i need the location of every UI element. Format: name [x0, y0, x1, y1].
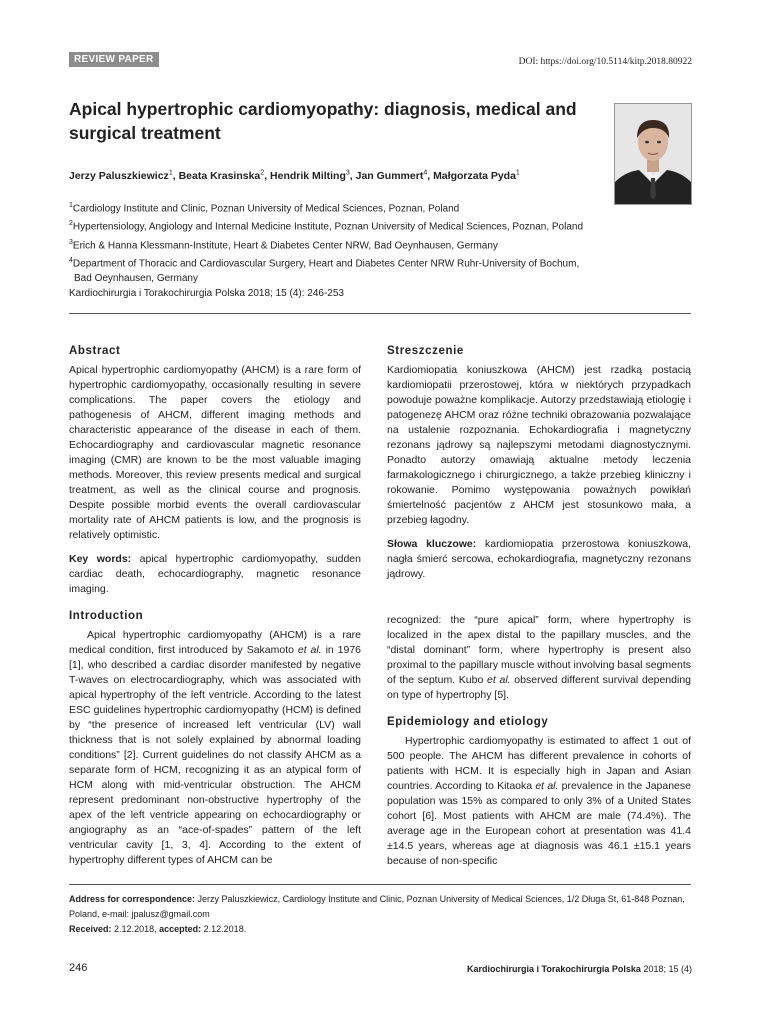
page-number: 246: [69, 962, 88, 974]
article-title: Apical hypertrophic cardiomyopathy: diagnosis, medical and surgical treatment: [69, 99, 577, 143]
author-portrait-image: [615, 104, 691, 204]
epidemiology-heading: Epidemiology and etiology: [387, 716, 549, 728]
header-divider: [69, 313, 691, 314]
journal-reference: Kardiochirurgia i Torakochirurgia Polska 2018; 15 (4): 246-253: [69, 288, 344, 299]
affiliation-list: [69, 198, 689, 286]
abstract-keywords: Key words: apical hypertrophic cardiomyopathy, sudden cardiac death, echocardiography, magnetic resonance imaging.: [69, 553, 361, 595]
streszczenie-text: Kardiomiopatia koniuszkowa (AHCM) jest rzadką postacią kardiomiopatii przerostowej, która w niektórych przypadkach powoduje poważne komplikacje. Autorzy przedstawiają etiologię i patogenezę AHCM oraz różne techniki obrazowania pozwalające na ustalenie rozpoznania. Echokardiografia i magnetyczny rezonans jądrowy są najlepszymi metodami diagnostycznymi. Ponadto autorzy omawiają aktualne metody leczenia farmakologicznego i chirurgicznego, a także przebieg kliniczny i rokowanie. Pomimo występowania poważnych powikłań śmiertelność pacjentów z AHCM jest stosunkowo mała, a przebieg łagodny.: [387, 364, 691, 526]
correspondence-address: Address for correspondence: Jerzy Paluszkiewicz, Cardiology Institute and Clinic, Poznan University of Medical Sciences, 1/2 Długa St, 61-848 Poznan, Poland, e-mail: jpalusz@gmail.com: [69, 894, 685, 919]
journal-footer: Kardiochirurgia i Torakochirurgia Polska 2018; 15 (4): [467, 964, 692, 974]
abstract-text: Apical hypertrophic cardiomyopathy (AHCM) is a rare form of hypertrophic cardiomyopathy, occasionally resulting in severe complications. The paper covers the etiology and pathogenesis of AHCM, different imaging methods and characteristic appearance of the disease in each of them. Echocardiography and cardiovascular magnetic resonance imaging (CMR) are known to be the most valuable imaging methods. Moreover, this review presents medical and surgical treatment, as well as the clinical course and prognosis. Despite possible morbid events the overall cardiovascular mortality rate of AHCM patients is low, and the prognosis is relatively optimistic.: [69, 364, 361, 541]
streszczenie-heading: Streszczenie: [387, 345, 464, 357]
affiliation-item: $^2$Hypertensiology, Angiology and Internal Medicine Institute, Poznan University of Medical Sciences, Poznan, Poland: [69, 220, 584, 233]
right-column: [387, 613, 691, 869]
doi-link[interactable]: DOI: https://doi.org/10.5114/kitp.2018.80922: [518, 57, 692, 67]
received-accepted-dates: Received: 2.12.2018, accepted: 2.12.2018.: [69, 924, 247, 934]
author: Małgorzata Pyda$^1$: [433, 169, 520, 182]
author: Jerzy Paluszkiewicz$^1$,: [69, 169, 179, 182]
introduction-paragraph: Apical hypertrophic cardiomyopathy (AHCM) is a rare medical condition, first introduced by Sakamoto et al. in 1976 [1], who described a cardiac disorder manifested by negative T-waves on electrocardiography, which was associated with apical hypertrophy of the left ventricle. According to the latest ESC guidelines hypertrophic cardiomyopathy (HCM) is defined by “the presence of increased left ventricular (LV) wall thickness that is not solely explained by abnormal loading conditions” [2]. Current guidelines do not classify AHCM as a separate form of HCM, recognizing it as an atypical form of HCM along with mid-ventricular obstruction. The AHCM represent predominant non-obstructive hypertrophy of the apex of the left ventricle appearing on echocardiography or angiography as an “ace-of-spades” pattern of the left ventricular cavity [1, 3, 4]. According to the extent of hypertrophy different types of AHCM can be: [69, 629, 362, 866]
streszczenie-keywords: Słowa kluczowe: kardiomiopatia przerostowa koniuszkowa, nagła śmierć sercowa, echokardiografia, magnetyczny rezonans jądrowy.: [387, 538, 692, 580]
footer-divider: [69, 884, 691, 885]
author-photo: [614, 103, 692, 205]
streszczenie-section: [387, 344, 691, 582]
introduction-heading: Introduction: [69, 610, 144, 622]
affiliation-item: $^4$Department of Thoracic and Cardiovascular Surgery, Heart and Diabetes Center NRW Ruhr-University of Bochum,: [69, 256, 580, 270]
affiliation-item: Bad Oeynhausen, Germany: [74, 273, 198, 285]
abstract-heading: Abstract: [69, 345, 121, 357]
affiliation-item: $^3$Erich & Hanna Klessmann-Institute, Heart & Diabetes Center NRW, Bad Oeynhausen, Germany: [69, 238, 498, 251]
introduction-continued: recognized: the “pure apical” form, where hypertrophy is localized in the apex distal to the papillary muscles, and the “distal dominant” form, where hypertrophy is present also proximal to the papillary muscle without involving basal segments of the septum. Kubo et al. observed different survival depending on type of hypertrophy [5].: [387, 614, 692, 701]
abstract-section: [69, 344, 361, 597]
correspondence-block: [69, 892, 689, 937]
introduction-section: [69, 609, 361, 868]
epidemiology-paragraph: Hypertrophic cardiomyopathy is estimated to affect 1 out of 500 people. The AHCM has different prevalence in cohorts of patients with HCM. It is especially high in Japan and Asian countries. According to Kitaoka et al. prevalence in the Japanese population was 15% as compared to only 3% of a United States cohort [6]. Most patients with AHCM are male (74.4%). The average age in the European cohort at presentation was 41.4 ±14.5 years, whereas age at diagnosis was 46.1 ±15.1 years because of non-specific: [387, 735, 691, 867]
author: Jan Gummert$^4$,: [355, 169, 434, 182]
affiliation-item: $^1$Cardiology Institute and Clinic, Poznan University of Medical Sciences, Poznan, Poland: [69, 202, 460, 215]
author: Beata Krasinska$^2$,: [178, 169, 271, 182]
review-paper-badge: REVIEW PAPER: [69, 52, 159, 67]
author-list: [69, 169, 520, 182]
author: Hendrik Milting$^3$,: [270, 169, 356, 182]
